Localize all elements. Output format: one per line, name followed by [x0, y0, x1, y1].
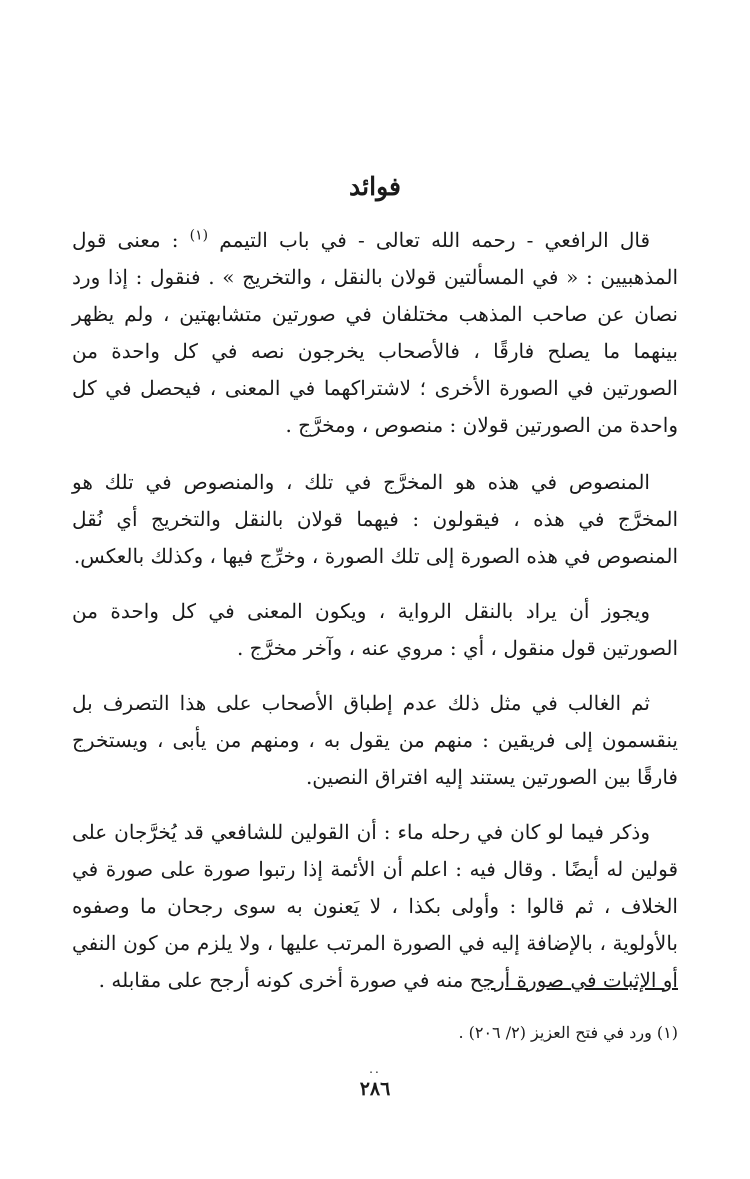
paragraph-1 [72, 222, 678, 444]
paragraph-1-text: قال الرافعي - رحمه الله تعالى - في باب التيمم [219, 228, 650, 252]
paragraph-2: المنصوص في هذه هو المخرَّج في تلك ، والمنصوص في تلك هو المخرَّج في هذه ، فيقولون : فيهما قولان بالنقل والتخريج أي نُقل المنصوص في هذه الصورة إلى تلك الصورة ، وخرِّج فيها ، وكذلك بالعكس. [72, 470, 678, 568]
paragraph-5-tail: منه في صورة أخرى كونه أرجح على مقابله . [98, 968, 464, 992]
paragraph-1-continued: : معنى قول المذهبيين : « في المسألتين قولان بالنقل ، والتخريج » . فنقول : إذا ورد نصان عن صاحب المذهب مختلفان في صورتين متشابهتين ، ولم يظهر بينهما ما يصلح فارقًا ، فالأصحاب يخرجون نصه في كل واحدة من الصورتين في الصورة الأخرى ؛ لاشتراكهما في المعنى ، فيحصل في كل واحدة من الصورتين قولان : منصوص ، ومخرَّج . [72, 228, 679, 437]
book-page [72, 0, 678, 1179]
page-number: ٢٨٦ [359, 1078, 391, 1100]
paragraph-5-text: وذكر فيما لو كان في رحله ماء : أن القولين للشافعي قد يُخرَّجان على قولين له أيضًا . وقال فيه : اعلم أن الأئمة إذا رتبوا صورة على صورة في الخلاف ، ثم قالوا : وأولى بكذا ، لا يَعنون به سوى رجحان ما وصفوه بالأولوية ، بالإضافة إليه في الصورة المرتب عليها ، ولا يلزم من كون النفي [72, 820, 678, 955]
body-text [72, 222, 678, 1017]
paragraph-3: ويجوز أن يراد بالنقل الرواية ، ويكون المعنى في كل واحدة من الصورتين قول منقول ، أي : مروي عنه ، وآخر مخرَّج . [72, 599, 678, 660]
footnote-reference: (١) [189, 227, 209, 244]
page-heading: فوائد [349, 172, 401, 201]
paragraph-5 [72, 814, 678, 999]
underlined-phrase: أو الإثبات في صورة أرجح [469, 968, 678, 992]
page-dots: .. [369, 1062, 381, 1076]
footnote: (١) ورد في فتح العزيز (٢/ ٢٠٦) . [458, 1023, 678, 1042]
paragraph-4: ثم الغالب في مثل ذلك عدم إطباق الأصحاب على هذا التصرف بل ينقسمون إلى فريقين : منهم من يقول به ، ومنهم من يأبى ، ويستخرج فارقًا بين الصورتين يستند إليه افتراق النصين. [72, 691, 678, 789]
